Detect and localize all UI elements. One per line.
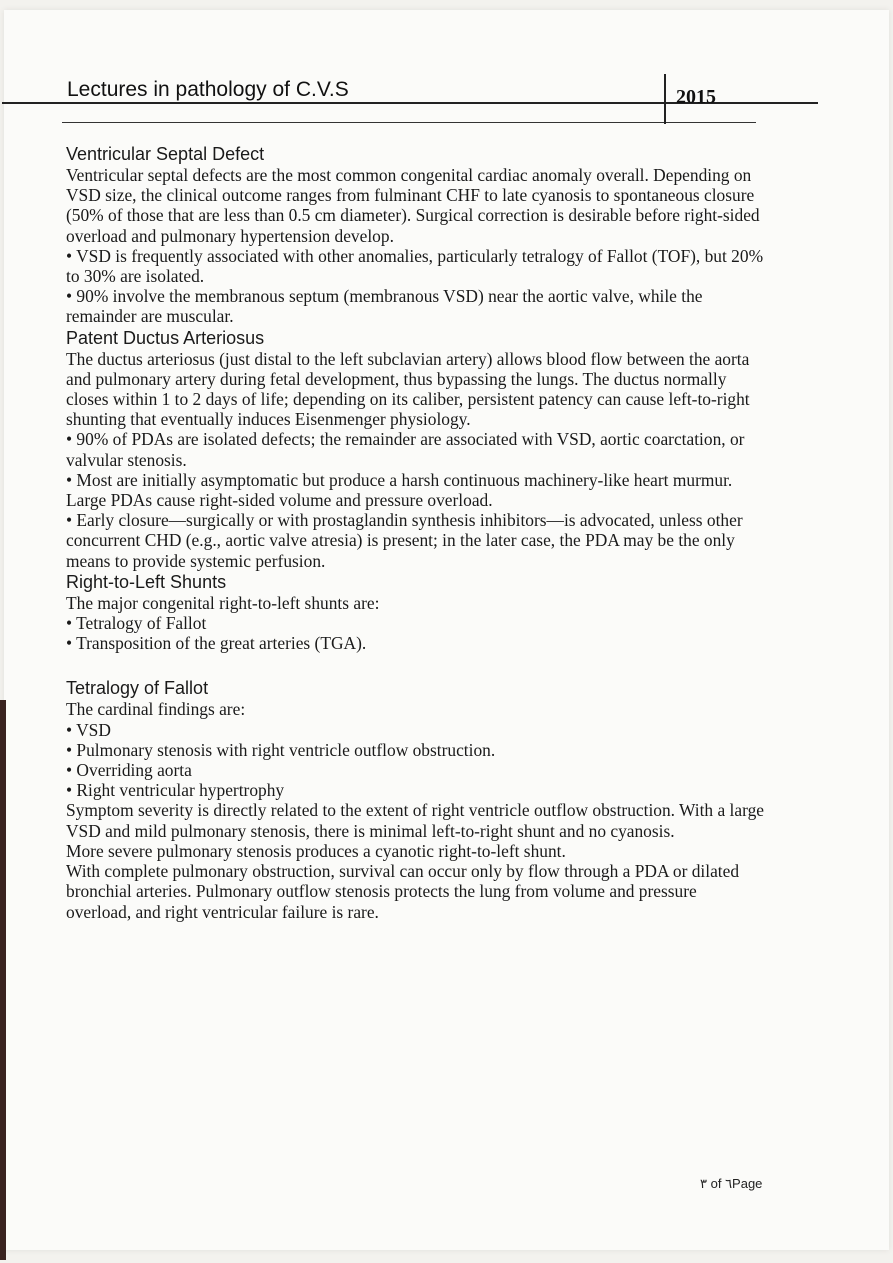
header-divider: [664, 74, 666, 124]
tof-bullet-2: • Pulmonary stenosis with right ventricle outflow obstruction.: [66, 739, 496, 760]
pda-paragraph: The ductus arteriosus (just distal to the left subclavian artery) allows blood flow between the aorta and pulmonary artery during fetal development, thus bypassing the lungs. The ductus normally closes within 1 to 2 days of life; depending on its caliber, persistent patency can cause left-to-right shunting that eventually induces Eisenmenger physiology.: [66, 348, 750, 430]
section-heading-tof: Tetralogy of Fallot: [66, 678, 209, 699]
tof-paragraph-severity: Symptom severity is directly related to the extent of right ventricle outflow obstruction. With a large VSD and mild pulmonary stenosis, there is minimal left-to-right shunt and no cyanosis.: [66, 800, 764, 841]
section-gap: [66, 653, 766, 677]
tof-paragraph-complete: With complete pulmonary obstruction, survival can occur only by flow through a PDA or dilated bronchial arteries. Pulmonary outflow stenosis protects the lung from volume and pressure overload, and right ventricular failure is rare.: [66, 861, 740, 922]
section-heading-rls: Right-to-Left Shunts: [66, 571, 227, 592]
rls-paragraph: The major congenital right-to-left shunts are:: [66, 592, 380, 613]
tof-bullet-3: • Overriding aorta: [66, 760, 192, 781]
pda-bullet-3: • Early closure—surgically or with prostaglandin synthesis inhibitors—is advocated, unless other concurrent CHD (e.g., aortic valve atresia) is present; in the later case, the PDA may be the only means to provide systemic perfusion.: [66, 510, 743, 571]
tof-bullet-4: • Right ventricular hypertrophy: [66, 780, 285, 801]
tof-bullet-1: • VSD: [66, 719, 111, 740]
header-year: 2015: [676, 86, 716, 108]
vsd-paragraph: Ventricular septal defects are the most common congenital cardiac anomaly overall. Depending on VSD size, the clinical outcome ranges from fulminant CHF to late cyanosis to spontaneous closure (50% of those that are less than 0.5 cm diameter). Surgical correction is desirable before right-sided overload and pulmonary hypertension develop.: [66, 165, 760, 246]
rls-bullet-2: • Transposition of the great arteries (TGA).: [66, 633, 367, 654]
tof-paragraph-severe: More severe pulmonary stenosis produces a cyanotic right-to-left shunt.: [66, 840, 566, 861]
section-heading-vsd: Ventricular Septal Defect: [66, 144, 265, 164]
binder-edge: [0, 700, 6, 1260]
pda-bullet-2: • Most are initially asymptomatic but produce a harsh continuous machinery-like heart murmur. Large PDAs cause right-sided volume and pressure overload.: [66, 469, 733, 511]
rls-bullet-1: • Tetralogy of Fallot: [66, 613, 207, 634]
pda-bullet-1: • 90% of PDAs are isolated defects; the remainder are associated with VSD, aortic coarctation, or valvular stenosis.: [66, 429, 745, 470]
tof-intro: The cardinal findings are:: [66, 699, 246, 720]
header-title: Lectures in pathology of C.V.S: [67, 78, 349, 101]
header-rule-lower: [62, 122, 756, 123]
section-heading-pda: Patent Ductus Arteriosus: [66, 327, 265, 348]
document-body: [66, 143, 766, 922]
page-number: ٣ of ٦Page: [700, 1176, 763, 1191]
vsd-bullet-1: • VSD is frequently associated with other anomalies, particularly tetralogy of Fallot (TOF), but 20% to 30% are isolated.: [66, 245, 764, 287]
vsd-bullet-2: • 90% involve the membranous septum (membranous VSD) near the aortic valve, while the remainder are muscular.: [66, 286, 703, 327]
